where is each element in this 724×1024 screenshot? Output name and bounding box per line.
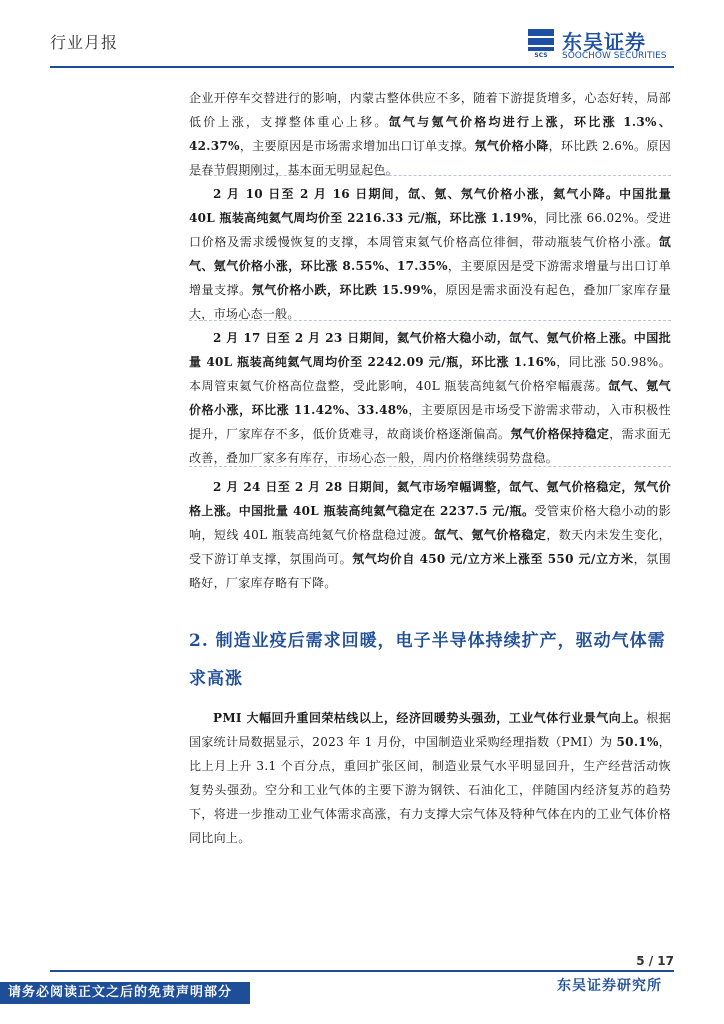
text-segment: ，主要原因是受下游需求增量与出口订单增量支撑。 (189, 259, 671, 297)
paragraph-separator (189, 466, 671, 467)
section-heading: 2. 制造业疫后需求回暖，电子半导体持续扩产，驱动气体需求高涨 (189, 631, 666, 689)
text-segment: ，同比涨 66.02%。受进口价格及需求缓慢恢复的支撑，本周管束氦气价格高位徘徊，带动瓶装气价格小涨。 (189, 211, 671, 249)
svg-text:SCS: SCS (534, 52, 548, 58)
disclaimer-banner: 请务必阅读正文之后的免责声明部分 (0, 982, 250, 1004)
body-paragraph (189, 182, 671, 326)
bold-text-segment: 氖气价格小降 (474, 139, 549, 153)
text-segment: ，需求面无改善，叠加厂家多有库存，市场心态一般，周内价格继续弱势盘稳。 (189, 427, 671, 465)
bold-text-segment: 氖气价格小跌，环比跌 15.99% (251, 283, 433, 297)
bold-text-segment: 氖气均价自 450 元/立方米上涨至 550 元/立方米 (352, 552, 634, 566)
soochow-logo-icon (526, 28, 556, 58)
bold-text-segment: 氙气、氪气价格小涨，环比涨 11.42%、33.48% (189, 379, 671, 417)
text-segment: 企业开停车交替进行的影响，内蒙古整体供应不多，随着下游提货增多，心态好转，局部低价上涨，支撑整体重心上移。 (189, 91, 671, 129)
bold-text-segment: 2 月 17 日至 2 月 23 日期间，氦气价格大稳小动，氙气、氪气价格上涨。中国批量 40L 瓶装高纯氦气周均价至 2242.09 元/瓶，环比涨 1.16% (189, 331, 671, 369)
report-type-label: 行业月报 (50, 33, 119, 52)
text-segment: 受管束价格大稳小动的影响，短线 40L 瓶装高纯氦气价格盘稳过渡。 (189, 504, 671, 542)
bold-text-segment: 氙气、氪气价格稳定 (433, 528, 547, 542)
bold-text-segment: 50.1% (616, 735, 659, 749)
paragraph-separator (189, 320, 671, 321)
text-segment: ，同比涨 50.98%。本周管束氦气价格高位盘整，受此影响，40L 瓶装高纯氦气价格窄幅震荡。 (189, 355, 672, 393)
text-segment: ，氛围略好，厂家库存略有下降。 (189, 552, 671, 590)
footer-divider (50, 970, 674, 972)
bold-text-segment: 2 月 24 日至 2 月 28 日期间，氦气市场窄幅调整，氙气、氪气价格稳定，氖气价格上涨。中国批量 40L 瓶装高纯氦气稳定在 2237.5 元/瓶。 (189, 480, 671, 518)
text-segment: ，主要原因是市场需求增加出口订单支撑。 (239, 139, 475, 153)
soochow-logo (526, 26, 676, 62)
body-paragraph (189, 475, 671, 595)
header-divider (50, 66, 674, 68)
text-segment: 根据国家统计局数据显示，2023 年 1 月份，中国制造业采购经理指数（PMI）为 (189, 711, 671, 749)
text-segment: ，原因是需求面没有起色，叠加厂家库存量大，市场心态一般。 (189, 283, 671, 321)
logo-text-cn: 东吴证券 (562, 30, 646, 54)
text-segment: ，环比跌 2.6%。原因是春节假期刚过，基本面无明显起色。 (189, 139, 671, 177)
page-number: 5 / 17 (636, 954, 674, 968)
bold-text-segment: 2 月 10 日至 2 月 16 日期间，氙、氪、氖气价格小涨，氦气小降。中国批量 40L 瓶装高纯氦气周均价至 2216.33 元/瓶，环比涨 1.19% (189, 187, 671, 225)
logo-text-en: SOOCHOW SECURITIES (562, 51, 667, 61)
bold-text-segment: 氙气、氪气价格小涨，环比涨 8.55%、17.35% (189, 235, 671, 273)
bold-text-segment: PMI 大幅回升重回荣枯线以上，经济回暖势头强劲，工业气体行业景气向上。 (213, 711, 647, 725)
institute-name: 东吴证券研究所 (557, 978, 662, 994)
bold-text-segment: 氙气与氪气价格均进行上涨，环比涨 1.3%、42.37% (189, 115, 672, 153)
body-paragraph (189, 326, 671, 470)
text-segment: ，比上月上升 3.1 个百分点，重回扩张区间，制造业景气水平明显回升，生产经营活动恢复势头强劲。空分和工业气体的主要下游为钢铁、石油化工，伴随国内经济复苏的趋势下，将进一步推动工业气体需求高涨，有力支撑大宗气体及特种气体在内的工业气体价格同比向上。 (189, 735, 671, 845)
paragraph-separator (189, 175, 671, 176)
body-paragraph (189, 706, 671, 850)
text-segment: ，数天内未发生变化，受下游订单支撑，氛围尚可。 (189, 528, 671, 566)
body-paragraph (189, 86, 671, 182)
text-segment: ，主要原因是市场受下游需求带动，入市积极性提升，厂家库存不多，低价货难寻，故商谈价格逐渐偏高。 (189, 403, 671, 441)
bold-text-segment: 氖气价格保持稳定 (510, 427, 610, 441)
